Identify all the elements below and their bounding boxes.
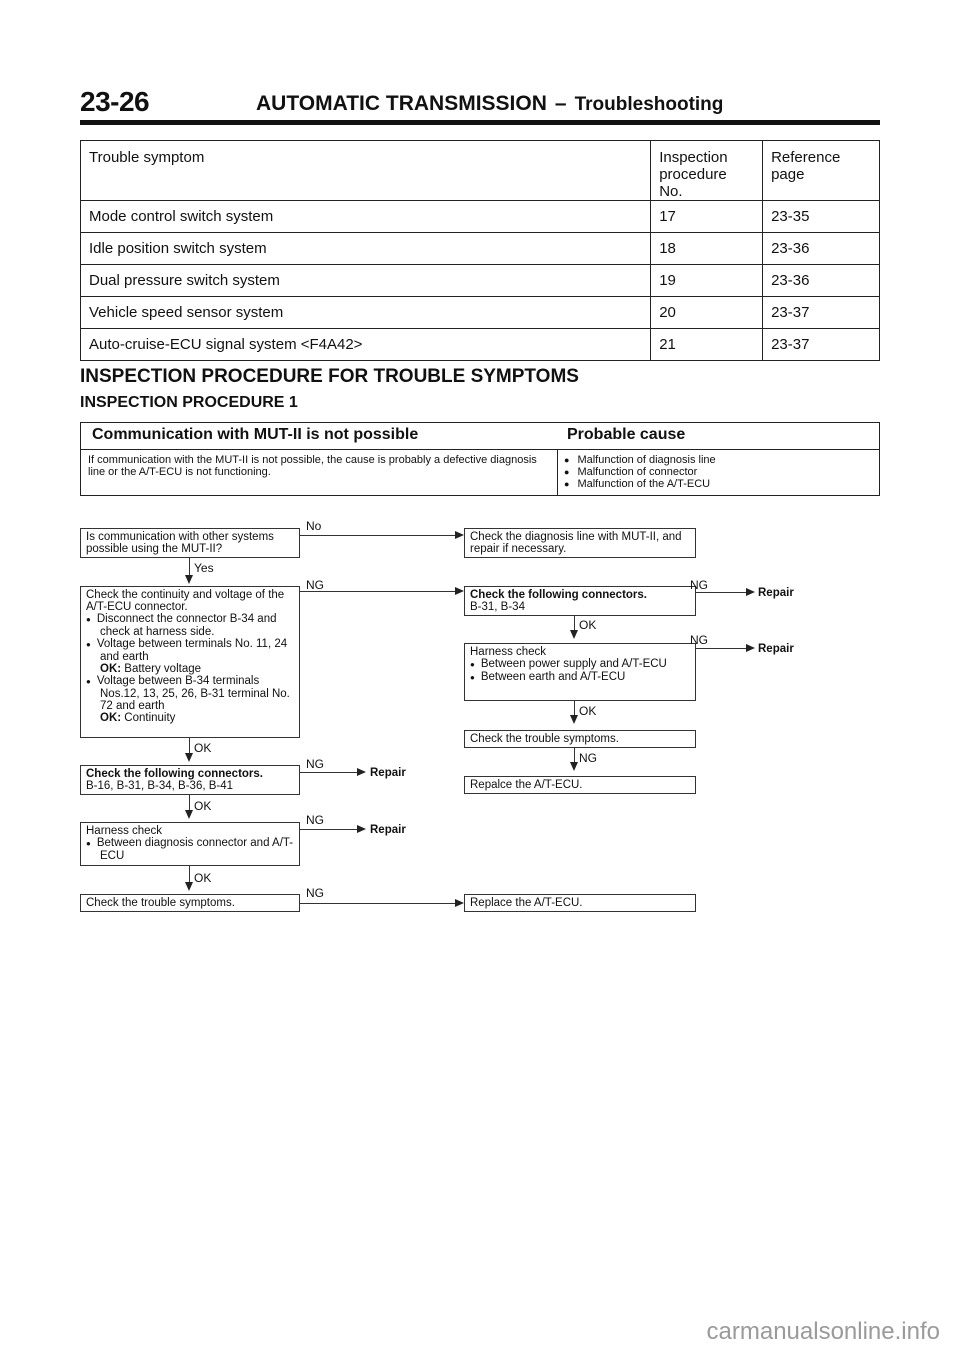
arrow-right-icon	[357, 768, 366, 776]
flow-continuity-item: ● Voltage between B-34 terminals Nos.12, 13, 25, 26, B-31 terminal No. 72 and earth	[86, 675, 294, 712]
page-number: 23-26	[80, 86, 150, 117]
flow-ok-continuity	[86, 712, 294, 724]
flow-ok-value: Battery voltage	[124, 663, 202, 675]
arrow-right-icon	[357, 825, 366, 833]
flow-repair: Repair	[758, 643, 794, 655]
flow-continuity-item: ● Voltage between terminals No. 11, 24 and earth	[86, 638, 294, 663]
procedure-divider	[80, 449, 880, 450]
flow-continuity-list-2	[86, 675, 294, 712]
flow-connector	[300, 772, 357, 773]
procedure-title: INSPECTION PROCEDURE 1	[80, 394, 298, 411]
symptom-cell: Auto-cruise-ECU signal system <F4A42>	[81, 329, 651, 361]
flow-harness-item: ● Between earth and A/T-ECU	[470, 671, 690, 684]
header-title-main: AUTOMATIC TRANSMISSION	[256, 92, 547, 115]
flow-harness-list	[86, 837, 294, 862]
arrow-down-icon	[185, 575, 193, 584]
arrow-right-icon	[455, 587, 464, 595]
table-row	[81, 329, 880, 361]
flow-continuity-title: Check the continuity and voltage of the A/T-ECU connector.	[86, 589, 285, 613]
header-rule	[80, 120, 880, 125]
procedure-cell: 17	[651, 201, 763, 233]
flow-ok-label: OK:	[100, 663, 122, 675]
flow-repair: Repair	[370, 767, 406, 779]
flow-label-ok: OK	[194, 741, 212, 755]
flow-label-ok: OK	[579, 618, 597, 632]
flow-question-communication	[80, 528, 300, 558]
page-cell: 23-36	[763, 265, 880, 297]
section-title: INSPECTION PROCEDURE FOR TROUBLE SYMPTOMS	[80, 366, 579, 387]
flow-label-ng: NG	[690, 578, 708, 592]
flow-harness-title: Harness check	[86, 825, 163, 837]
procedure-column-divider	[557, 449, 558, 496]
arrow-right-icon	[455, 531, 464, 539]
arrow-right-icon	[746, 588, 755, 596]
flow-replace-text: Replace the A/T-ECU.	[470, 897, 583, 909]
flow-repair: Repair	[758, 587, 794, 599]
arrow-right-icon	[455, 899, 464, 907]
page-cell: 23-37	[763, 329, 880, 361]
flow-check-connectors-1	[80, 765, 300, 795]
flow-repair: Repair	[370, 824, 406, 836]
header-dash: –	[554, 92, 567, 115]
flow-continuity-item: ● Disconnect the connector B-34 and check at harness side.	[86, 613, 294, 638]
flow-label-ok: OK	[194, 799, 212, 813]
flow-label-ng: NG	[306, 757, 324, 771]
arrow-down-icon	[570, 715, 578, 724]
page-cell: 23-37	[763, 297, 880, 329]
flow-harness-check-2	[464, 643, 696, 701]
flow-connector	[696, 592, 746, 593]
probable-cause-list	[564, 454, 874, 490]
procedure-description: If communication with the MUT-II is not possible, the cause is probably a defective diagnosis line or the A/T-ECU is not functioning.	[88, 454, 537, 478]
flow-connectors-title: Check the following connectors.	[470, 589, 647, 601]
flow-label-ok: OK	[579, 704, 597, 718]
flow-connectors-title: Check the following connectors.	[86, 768, 263, 780]
flow-check-diagnosis-line	[464, 528, 696, 558]
trouble-symptom-table	[80, 140, 880, 361]
flow-connector	[696, 648, 746, 649]
procedure-cell: 21	[651, 329, 763, 361]
page-cell: 23-36	[763, 233, 880, 265]
procedure-cell: 18	[651, 233, 763, 265]
table-row	[81, 297, 880, 329]
arrow-right-icon	[746, 644, 755, 652]
flow-label-ng: NG	[306, 886, 324, 900]
arrow-down-icon	[185, 810, 193, 819]
flow-continuity-list	[86, 613, 294, 663]
flow-harness-check-1	[80, 822, 300, 866]
flow-question-text: Is communication with other systems possible using the MUT-II?	[86, 531, 274, 555]
cause-item: ● Malfunction of diagnosis line	[564, 454, 874, 466]
flow-label-yes: Yes	[194, 561, 214, 575]
flow-ok-value: Continuity	[124, 712, 176, 724]
flow-check-continuity	[80, 586, 300, 738]
flow-check-connectors-2	[464, 586, 696, 616]
flow-check-diagnosis-text: Check the diagnosis line with MUT-II, and repair if necessary.	[470, 531, 682, 555]
probable-cause-heading: Probable cause	[567, 426, 686, 443]
flow-label-ng: NG	[306, 813, 324, 827]
flow-harness-list	[470, 658, 690, 684]
flow-trouble-text: Check the trouble symptoms.	[86, 897, 235, 909]
flow-connector	[189, 558, 190, 576]
arrow-down-icon	[570, 762, 578, 771]
flow-harness-item: ● Between power supply and A/T-ECU	[470, 658, 690, 671]
symptom-cell: Mode control switch system	[81, 201, 651, 233]
flow-check-trouble-2	[464, 730, 696, 748]
flow-trouble-text: Check the trouble symptoms.	[470, 733, 619, 745]
symptom-cell: Idle position switch system	[81, 233, 651, 265]
table-header-row	[81, 141, 880, 201]
flow-replace-text: Repalce the A/T-ECU.	[470, 779, 583, 791]
flow-check-trouble-1	[80, 894, 300, 912]
flow-connector	[300, 903, 455, 904]
header-reference-page: Reference page	[763, 141, 880, 201]
symptom-cell: Vehicle speed sensor system	[81, 297, 651, 329]
arrow-down-icon	[570, 630, 578, 639]
page-cell: 23-35	[763, 201, 880, 233]
flow-connectors-list: B-31, B-34	[470, 601, 525, 613]
flow-label-ng: NG	[306, 578, 324, 592]
cause-item: ● Malfunction of the A/T-ECU	[564, 478, 874, 490]
flow-harness-item: ● Between diagnosis connector and A/T-ECU	[86, 837, 294, 862]
header-subtitle: Troubleshooting	[574, 94, 724, 115]
flow-connector	[300, 829, 357, 830]
flow-replace-ecu-1	[464, 894, 696, 912]
flow-ok-battery	[86, 663, 294, 675]
watermark: carmanualsonline.info	[706, 1318, 940, 1345]
header-title	[256, 92, 723, 116]
arrow-down-icon	[185, 882, 193, 891]
flow-connectors-list: B-16, B-31, B-34, B-36, B-41	[86, 780, 234, 792]
flow-label-ng: NG	[579, 751, 597, 765]
flow-harness-title: Harness check	[470, 646, 547, 658]
procedure-heading: Communication with MUT-II is not possible	[92, 426, 419, 443]
flow-label-no: No	[306, 519, 322, 533]
flow-ok-label: OK:	[100, 712, 122, 724]
procedure-cell: 19	[651, 265, 763, 297]
procedure-cell: 20	[651, 297, 763, 329]
arrow-down-icon	[185, 753, 193, 762]
flow-replace-ecu-2	[464, 776, 696, 794]
header-procedure-no: Inspection procedure No.	[651, 141, 763, 201]
flow-label-ng: NG	[690, 633, 708, 647]
table-row	[81, 233, 880, 265]
symptom-cell: Dual pressure switch system	[81, 265, 651, 297]
table-row	[81, 265, 880, 297]
header-trouble-symptom: Trouble symptom	[81, 141, 651, 201]
flow-label-ok: OK	[194, 871, 212, 885]
cause-item: ● Malfunction of connector	[564, 466, 874, 478]
flow-connector	[300, 535, 455, 536]
table-row	[81, 201, 880, 233]
